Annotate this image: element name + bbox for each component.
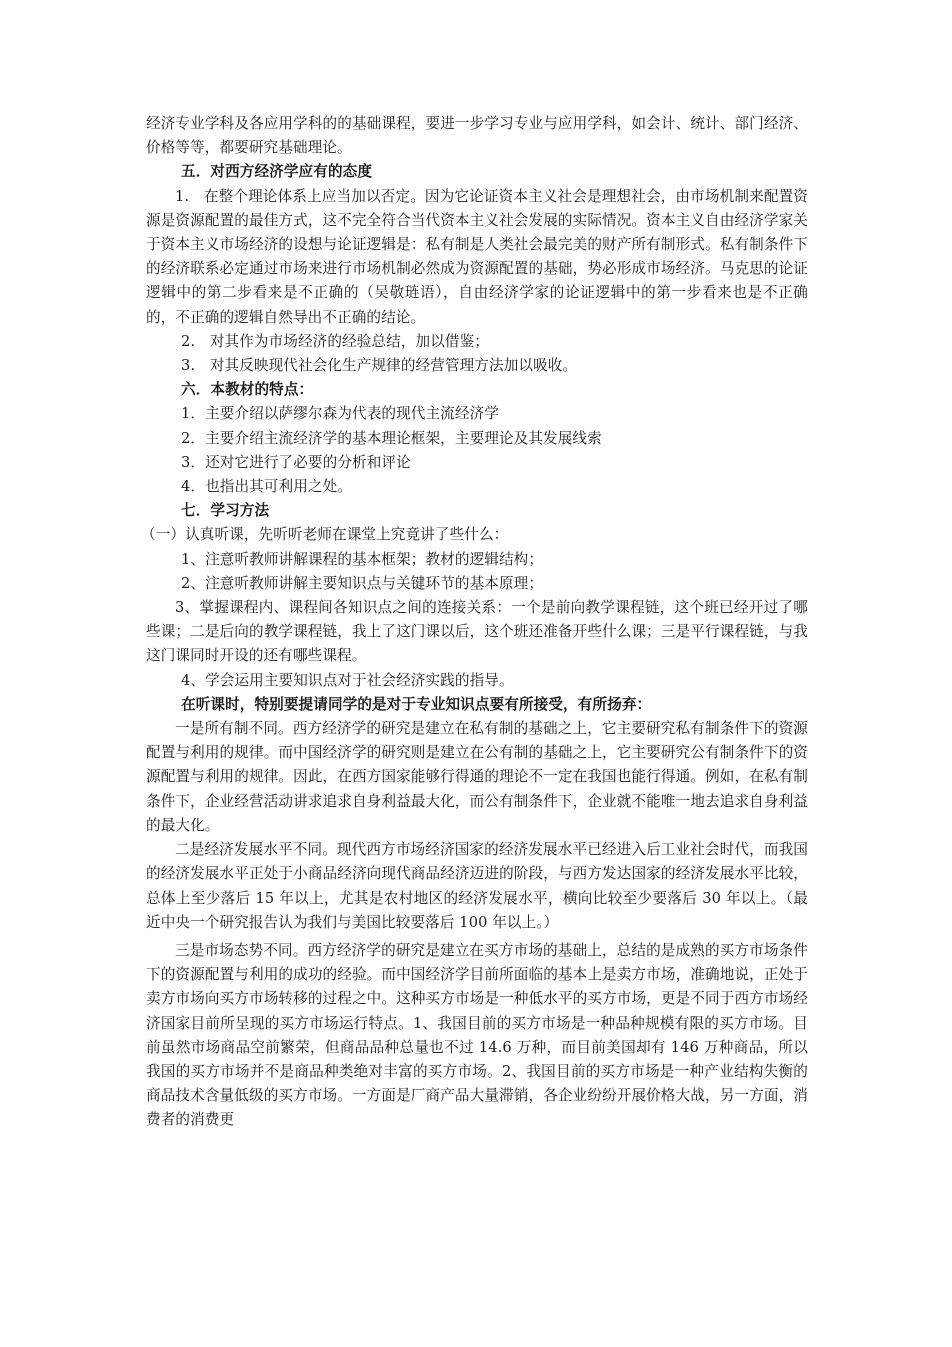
list-item: 4．也指出其可利用之处。 <box>181 478 353 496</box>
body-paragraph-ownership: 一是所有制不同。西方经济学的研究是建立在私有制的基础之上，它主要研究私有制条件下的资源配置与利用的规律。而中国经济学的研究则是建立在公有制的基础之上，它主要研究公有制条件下的资源配置与利用的规律。因此，在西方国家能够行得通的理论不一定在我国也能行得通。例如，在私有制条件下，企业经营活动讲求追求自身利益最大化，而公有制条件下，企业就不能唯一地去追求自身利益的最大化。 <box>146 720 808 834</box>
method-item-2: 2、注意听教师讲解主要知识点与关键环节的基本原理； <box>181 574 544 592</box>
section-heading-7: 七．学习方法 <box>181 502 270 520</box>
body-paragraph-market: 三是市场态势不同。西方经济学的研究是建立在买方市场的基础上，总结的是成熟的买方市场条件下的资源配置与利用的成功的经验。而中国经济学目前所面临的基本上是卖方市场，准确地说，正处于卖方市场向买方市场转移的过程之中。这种买方市场是一种低水平的买方市场，更是不同于西方市场经济国家目前所呈现的买方市场运行特点。1、我国目前的买方市场是一种品种规模有限的买方市场。目前虽然市场商品空前繁荣，但商品品种总量也不过 14.6 万种，而目前美国却有 146 万种商品，所以我国的买方市场并不是商品种类绝对丰富的买方市场。2、我国目前的买方市场是一种产业结构失衡的商品技术含量低级的买方市场。一方面是厂商产品大量滞销，各企业纷纷开展价格大战，另一方面，消费者的消费更 <box>146 941 808 1129</box>
section5-paragraph-2: 2. 对其作为市场经济的经验总结，加以借鉴； <box>181 332 490 350</box>
section5-paragraph-3: 3. 对其反映现代社会化生产规律的经营管理方法加以吸收。 <box>181 357 578 375</box>
list-item: 3．还对它进行了必要的分析和评论 <box>181 453 411 471</box>
section-heading-5: 五．对西方经济学应有的态度 <box>181 163 373 181</box>
section-heading-6: 六．本教材的特点： <box>181 381 314 399</box>
body-paragraph-development: 二是经济发展水平不同。现代西方市场经济国家的经济发展水平已经进入后工业社会时代，而我国的经济发展水平正处于小商品经济向现代商品经济迈进的阶段，与西方发达国家的经济发展水平比较，总体上至少落后 15 年以上，尤其是农村地区的经济发展水平，横向比较至少要落后 30 年以上。（最近中央一个研究报告认为我们与美国比较要落后 100 年以上。） <box>146 841 808 931</box>
list-item: 1．主要介绍以萨缪尔森为代表的现代主流经济学 <box>181 405 499 423</box>
section5-paragraph-1: 1. 在整个理论体系上应当加以否定。因为它论证资本主义社会是理想社会，由市场机制来配置资源是资源配置的最佳方式，这不完全符合当代资本主义社会发展的实际情况。资本主义自由经济学家关于资本主义市场经济的设想与论证逻辑是：私有制是人类社会最完美的财产所有制形式。私有制条件下的经济联系必定通过市场来进行市场机制必然成为资源配置的基础，势必形成市场经济。马克思的论证逻辑中的第二步看来是不正确的（吴敬琏语），自由经济学家的论证逻辑中的第一步看来也是不正确的，不正确的逻辑自然导出不正确的结论。 <box>146 187 808 326</box>
list-item: 2．主要介绍主流经济学的基本理论框架，主要理论及其发展线索 <box>181 429 602 447</box>
method-item-4: 4、学会运用主要知识点对于社会经济实践的指导。 <box>181 671 514 689</box>
method-item-1: 1、注意听教师讲解课程的基本框架；教材的逻辑结构； <box>181 550 544 568</box>
intro-paragraph: 经济专业学科及各应用学科的的基础课程，要进一步学习专业与应用学科，如会计、统计、部门经济、价格等等，都要研究基础理论。 <box>146 115 808 157</box>
subsection-heading: （一）认真听课，先听听老师在课堂上究竟讲了些什么： <box>141 526 509 544</box>
method-item-3: 3、掌握课程内、课程间各知识点之间的连接关系：一个是前向教学课程链，这个班已经开过了哪些课；二是后向的教学课程链，我上了这门课以后，这个班还准备开些什么课；三是平行课程链，与我这门课同时开设的还有哪些课程。 <box>146 599 808 665</box>
bold-note: 在听课时，特别要提请同学的是对于专业知识点要有所接受，有所扬弃： <box>181 695 652 713</box>
